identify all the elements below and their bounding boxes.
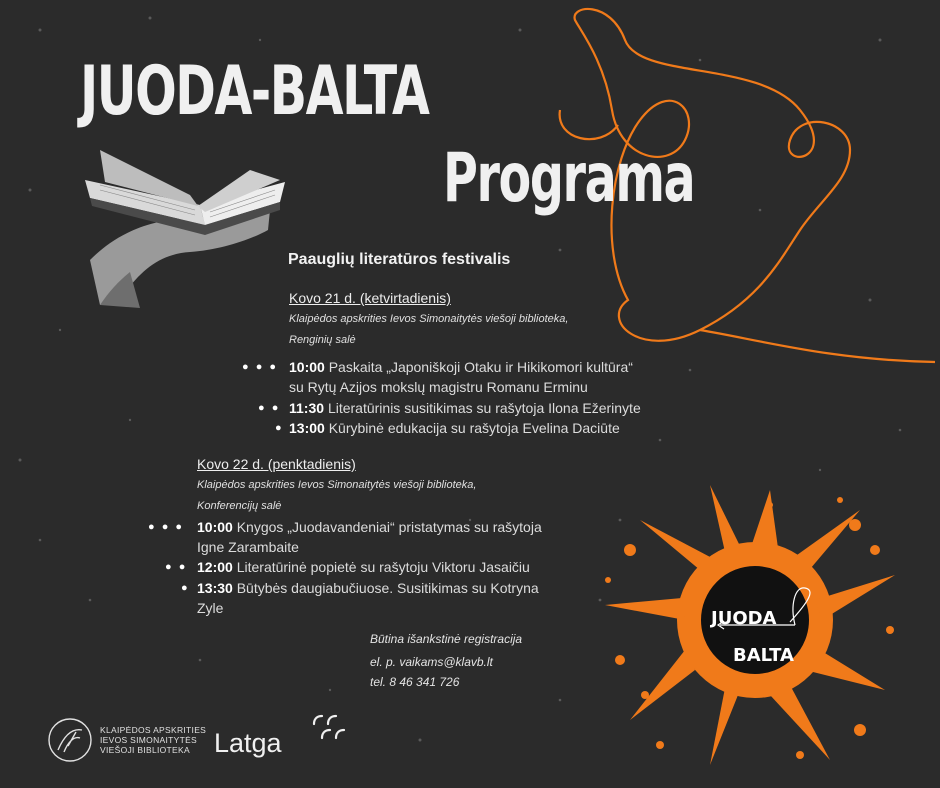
book-hand-illustration <box>80 140 290 310</box>
badge-balta-text: BALTA <box>733 645 794 666</box>
contact-email[interactable]: el. p. vaikams@klavb.lt <box>370 655 493 669</box>
day1-venue-line2: Renginių salė <box>289 334 356 346</box>
library-logo-icon <box>46 716 94 764</box>
day2-event1-text: Knygos „Juodavandeniai“ pristatymas su rašytoja <box>236 519 542 535</box>
day1-event3 <box>289 418 620 438</box>
badge-juoda-text: JUODA <box>711 608 777 629</box>
day1-event1-dots: ● ● ● <box>242 361 279 373</box>
day2-venue-line1: Klaipėdos apskrities Ievos Simonaitytės viešoji biblioteka, <box>197 479 477 491</box>
day1-event1-text: Paskaita „Japoniškoji Otaku ir Hikikomori kultūra“ <box>328 359 633 375</box>
day1-event2-dots: ● ● <box>258 402 281 414</box>
day1-event3-text: Kūrybinė edukacija su rašytoja Evelina Daciūte <box>328 420 620 436</box>
title-juoda-balta: JUODA-BALTA <box>80 52 429 131</box>
day1-venue-line1: Klaipėdos apskrities Ievos Simonaitytės viešoji biblioteka, <box>289 313 569 325</box>
day2-event2-dots: ● ● <box>165 561 188 573</box>
day2-event1 <box>197 517 542 537</box>
day1-event3-time: 13:00 <box>289 420 325 436</box>
day1-event1-text2: su Rytų Azijos mokslų magistru Romanu Erminu <box>289 379 588 395</box>
day2-event1-dots: ● ● ● <box>148 521 185 533</box>
contact-phone[interactable]: tel. 8 46 341 726 <box>370 675 460 689</box>
day2-event3 <box>197 578 539 598</box>
day1-event2 <box>289 398 641 418</box>
day1-event1 <box>289 357 633 377</box>
day2-event2-text: Literatūrinė popietė su rašytoju Viktoru Jasaičiu <box>236 559 530 575</box>
day2-event3-time: 13:30 <box>197 580 233 596</box>
day2-event3-dots: ● <box>181 582 190 594</box>
library-name-line3: VIEŠOJI BIBLIOTEKA <box>100 745 190 755</box>
library-logo-text <box>100 725 206 755</box>
day1-event2-text: Literatūrinis susitikimas su rašytoja Ilona Ežerinyte <box>327 400 641 416</box>
day1-heading: Kovo 21 d. (ketvirtadienis) <box>289 290 451 306</box>
day2-event1-time: 10:00 <box>197 519 233 535</box>
library-name-line1: KLAIPĖDOS APSKRITIES <box>100 725 207 735</box>
registration-note: Būtina išankstinė registracija <box>370 632 523 646</box>
day2-event3-text2: Zyle <box>197 600 224 616</box>
day1-event1-time: 10:00 <box>289 359 325 375</box>
day2-venue-line2: Konferencijų salė <box>197 500 282 512</box>
day2-event2-time: 12:00 <box>197 559 233 575</box>
day2-event2 <box>197 557 530 577</box>
day2-event3-text: Būtybės daugiabučiuose. Susitikimas su Kotryna <box>236 580 539 596</box>
latga-logo-text: Latga <box>214 728 282 758</box>
library-name-line2: IEVOS SIMONAITYTĖS <box>100 735 198 745</box>
festival-subtitle: Paauglių literatūros festivalis <box>288 251 511 268</box>
day1-event2-time: 11:30 <box>289 400 325 416</box>
day2-event1-text2: Igne Zarambaite <box>197 539 299 555</box>
latga-logo-icon <box>308 710 348 746</box>
day1-event3-dots: ● <box>275 422 284 434</box>
title-programa: Programa <box>443 139 695 218</box>
day2-heading: Kovo 22 d. (penktadienis) <box>197 456 356 472</box>
